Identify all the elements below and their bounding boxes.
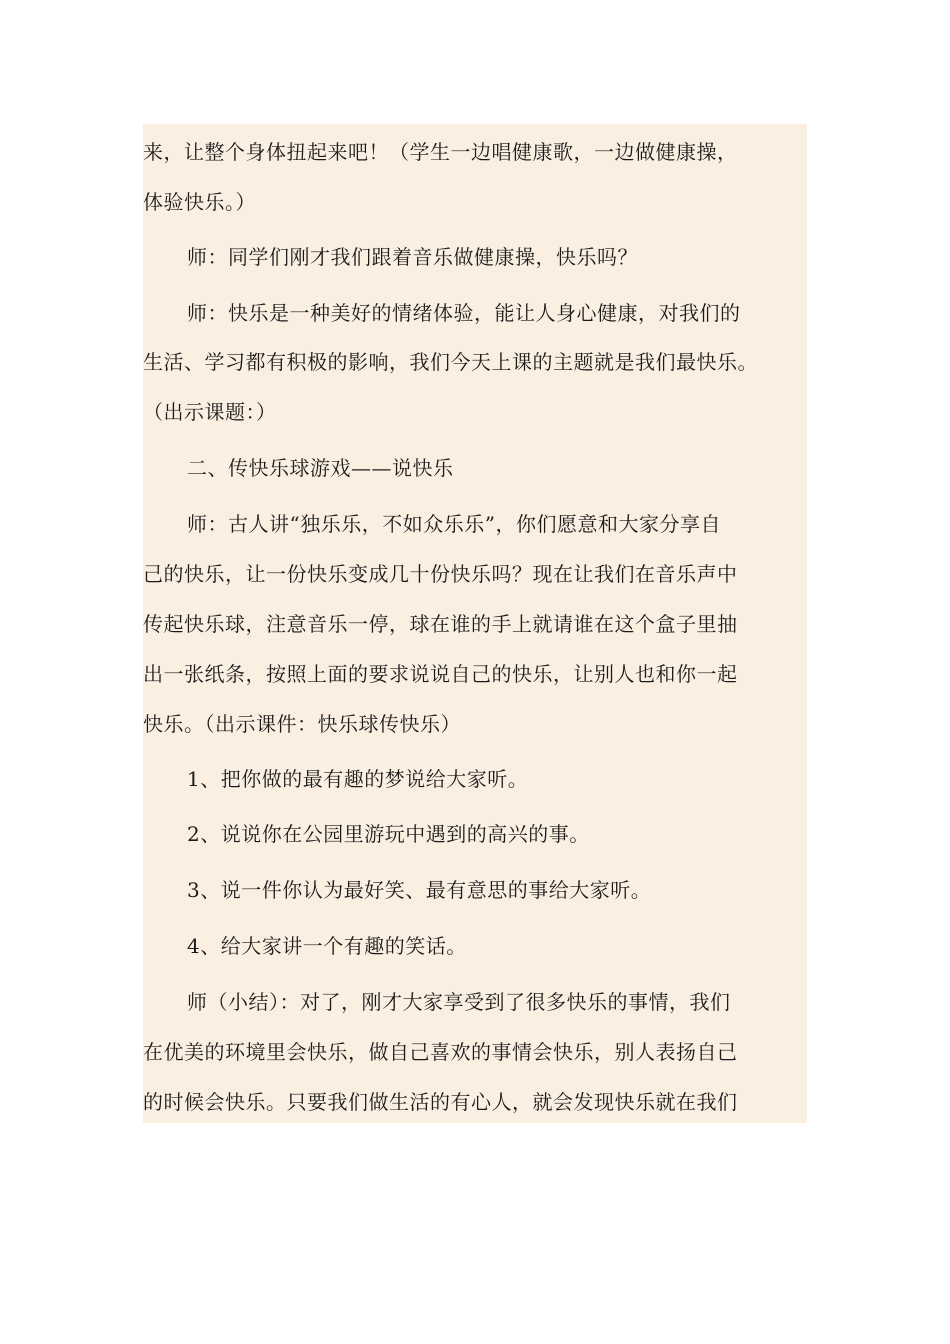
text-line: 师：同学们刚才我们跟着音乐做健康操，快乐吗？ xyxy=(187,245,638,269)
text-line: 在优美的环境里会快乐，做自己喜欢的事情会快乐，别人表扬自己 xyxy=(143,1040,738,1064)
text-line: 传起快乐球，注意音乐一停，球在谁的手上就请谁在这个盒子里抽 xyxy=(143,612,738,636)
text-block xyxy=(143,124,807,1123)
list-item: 2、说说你在公园里游玩中遇到的高兴的事。 xyxy=(187,822,590,846)
text-line: （出示课题：） xyxy=(143,400,277,424)
text-line: 快乐。（出示课件：快乐球传快乐） xyxy=(143,712,461,736)
section-heading: 二、传快乐球游戏——说快乐 xyxy=(187,456,454,480)
text-line: 来，让整个身体扭起来吧！（学生一边唱健康歌，一边做健康操， xyxy=(143,140,738,164)
text-line: 的时候会快乐。只要我们做生活的有心人，就会发现快乐就在我们 xyxy=(143,1090,738,1114)
text-line: 己的快乐，让一份快乐变成几十份快乐吗？现在让我们在音乐声中 xyxy=(143,562,738,586)
text-line: 生活、学习都有积极的影响，我们今天上课的主题就是我们最快乐。 xyxy=(143,350,758,374)
text-line: 师：古人讲“独乐乐，不如众乐乐”，你们愿意和大家分享自 xyxy=(187,512,721,536)
text-line: 师（小结）：对了，刚才大家享受到了很多快乐的事情，我们 xyxy=(187,990,731,1014)
list-item: 1、把你做的最有趣的梦说给大家听。 xyxy=(187,767,529,791)
text-line: 师：快乐是一种美好的情绪体验，能让人身心健康，对我们的 xyxy=(187,301,741,325)
text-line: 出一张纸条，按照上面的要求说说自己的快乐，让别人也和你一起 xyxy=(143,662,738,686)
list-item: 3、说一件你认为最好笑、最有意思的事给大家听。 xyxy=(187,878,652,902)
list-item: 4、给大家讲一个有趣的笑话。 xyxy=(187,934,467,958)
text-line: 体验快乐。） xyxy=(143,190,256,214)
